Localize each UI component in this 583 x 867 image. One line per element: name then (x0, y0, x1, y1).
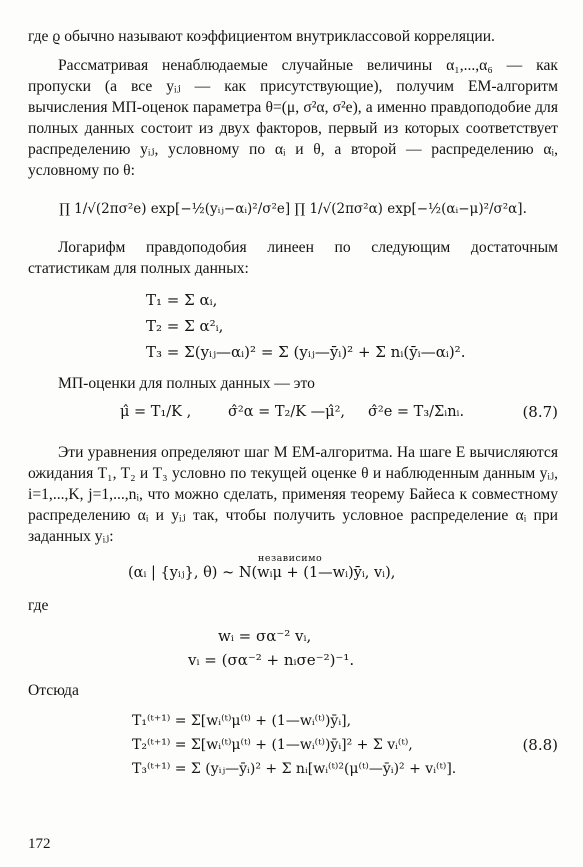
paragraph-4: МП-оценки для полных данных — это (58, 375, 315, 392)
equation-t3-next: T₃⁽ᵗ⁺¹⁾ = Σ (yᵢⱼ—ȳᵢ)² + Σ nᵢ[wᵢ⁽ᵗ⁾²(μ⁽ᵗ⁾—ȳᵢ)² + vᵢ⁽ᵗ⁾]. (132, 761, 457, 777)
conditional-equation: (αᵢ | {yᵢⱼ}, θ) ~ N(wᵢμ + (1—wᵢ)ȳᵢ, vᵢ), (128, 565, 396, 581)
where-label: где (28, 597, 49, 614)
equation-t2-next: T₂⁽ᵗ⁺¹⁾ = Σ[wᵢ⁽ᵗ⁾μ⁽ᵗ⁾ + (1—wᵢ⁽ᵗ⁾)ȳᵢ]² + Σ vᵢ⁽ᵗ⁾, (132, 737, 413, 753)
equation-v: vᵢ = (σα⁻² + nᵢσe⁻²)⁻¹. (188, 651, 355, 669)
paragraph-3: Логарифм правдоподобия линеен по следующим достаточным статистикам для полных данных: (28, 239, 558, 277)
equation-number-8-7: (8.7) (522, 403, 558, 421)
sigma-e-hat: σ̂²e = T₃/Σᵢnᵢ. (368, 404, 465, 420)
ml-estimates (28, 400, 558, 434)
likelihood-equation: ∏ 1/√(2πσ²e) exp[−½(yᵢⱼ−αᵢ)²/σ²e] ∏ 1/√(2πσ²α) exp[−½(αᵢ−μ)²/σ²α]. (59, 201, 527, 217)
page-body (28, 26, 558, 781)
e-step-block (132, 709, 558, 781)
conditional-distribution (28, 551, 558, 587)
equation-t2: T₂ = Σ α²ᵢ, (146, 317, 224, 335)
page-number: 172 (28, 836, 51, 852)
equation-number-8-8: (8.8) (522, 736, 558, 754)
equation-t3: T₃ = Σ(yᵢⱼ—αᵢ)² = Σ (yᵢⱼ—ȳᵢ)² + Σ nᵢ(ȳᵢ—αᵢ)². (146, 343, 466, 361)
sigma-alpha-hat: σ̂²α = T₂/K —μ̂², (228, 404, 346, 420)
mu-hat: μ̂ = T₁/K , (120, 404, 192, 420)
paragraph-1: где ϱ обычно называют коэффициентом внутриклассовой корреляции. (28, 28, 495, 45)
paragraph-2: Рассматривая ненаблюдаемые случайные величины α₁,...,α₆ — как пропуски (а все yᵢⱼ — как присутствующие), получим ЕМ-алгоритм вычисления МП-оценок параметра θ=(μ, σ²α, σ²e), а именно правдоподобие для полных данных состоит из двух факторов, первый из которых соответствует распределению yᵢⱼ, условному по αᵢ и θ, а второй — распределению αᵢ, условному по θ: (28, 57, 558, 179)
sufficient-statistics (146, 287, 558, 365)
weights-block (188, 624, 558, 672)
paragraph-5: Эти уравнения определяют шаг М ЕМ-алгоритма. На шаге Е вычисляются ожидания T₁, T₂ и T₃ условно по текущей оценке θ и наблюденным данным yᵢⱼ, i=1,...,K, j=1,...,nᵢ, что можно сделать, применяя теорему Байеса к совместному распределению αᵢ и yᵢⱼ так, чтобы получить условное распределение αᵢ при заданных yᵢⱼ: (28, 444, 558, 545)
hence-label: Отсюда (28, 682, 79, 699)
equation-w: wᵢ = σα⁻² vᵢ, (218, 627, 312, 645)
equation-t1: T₁ = Σ αᵢ, (146, 291, 218, 309)
independent-label: независимо (258, 553, 323, 564)
equation-t1-next: T₁⁽ᵗ⁺¹⁾ = Σ[wᵢ⁽ᵗ⁾μ⁽ᵗ⁾ + (1—wᵢ⁽ᵗ⁾)ȳᵢ], (132, 713, 352, 729)
